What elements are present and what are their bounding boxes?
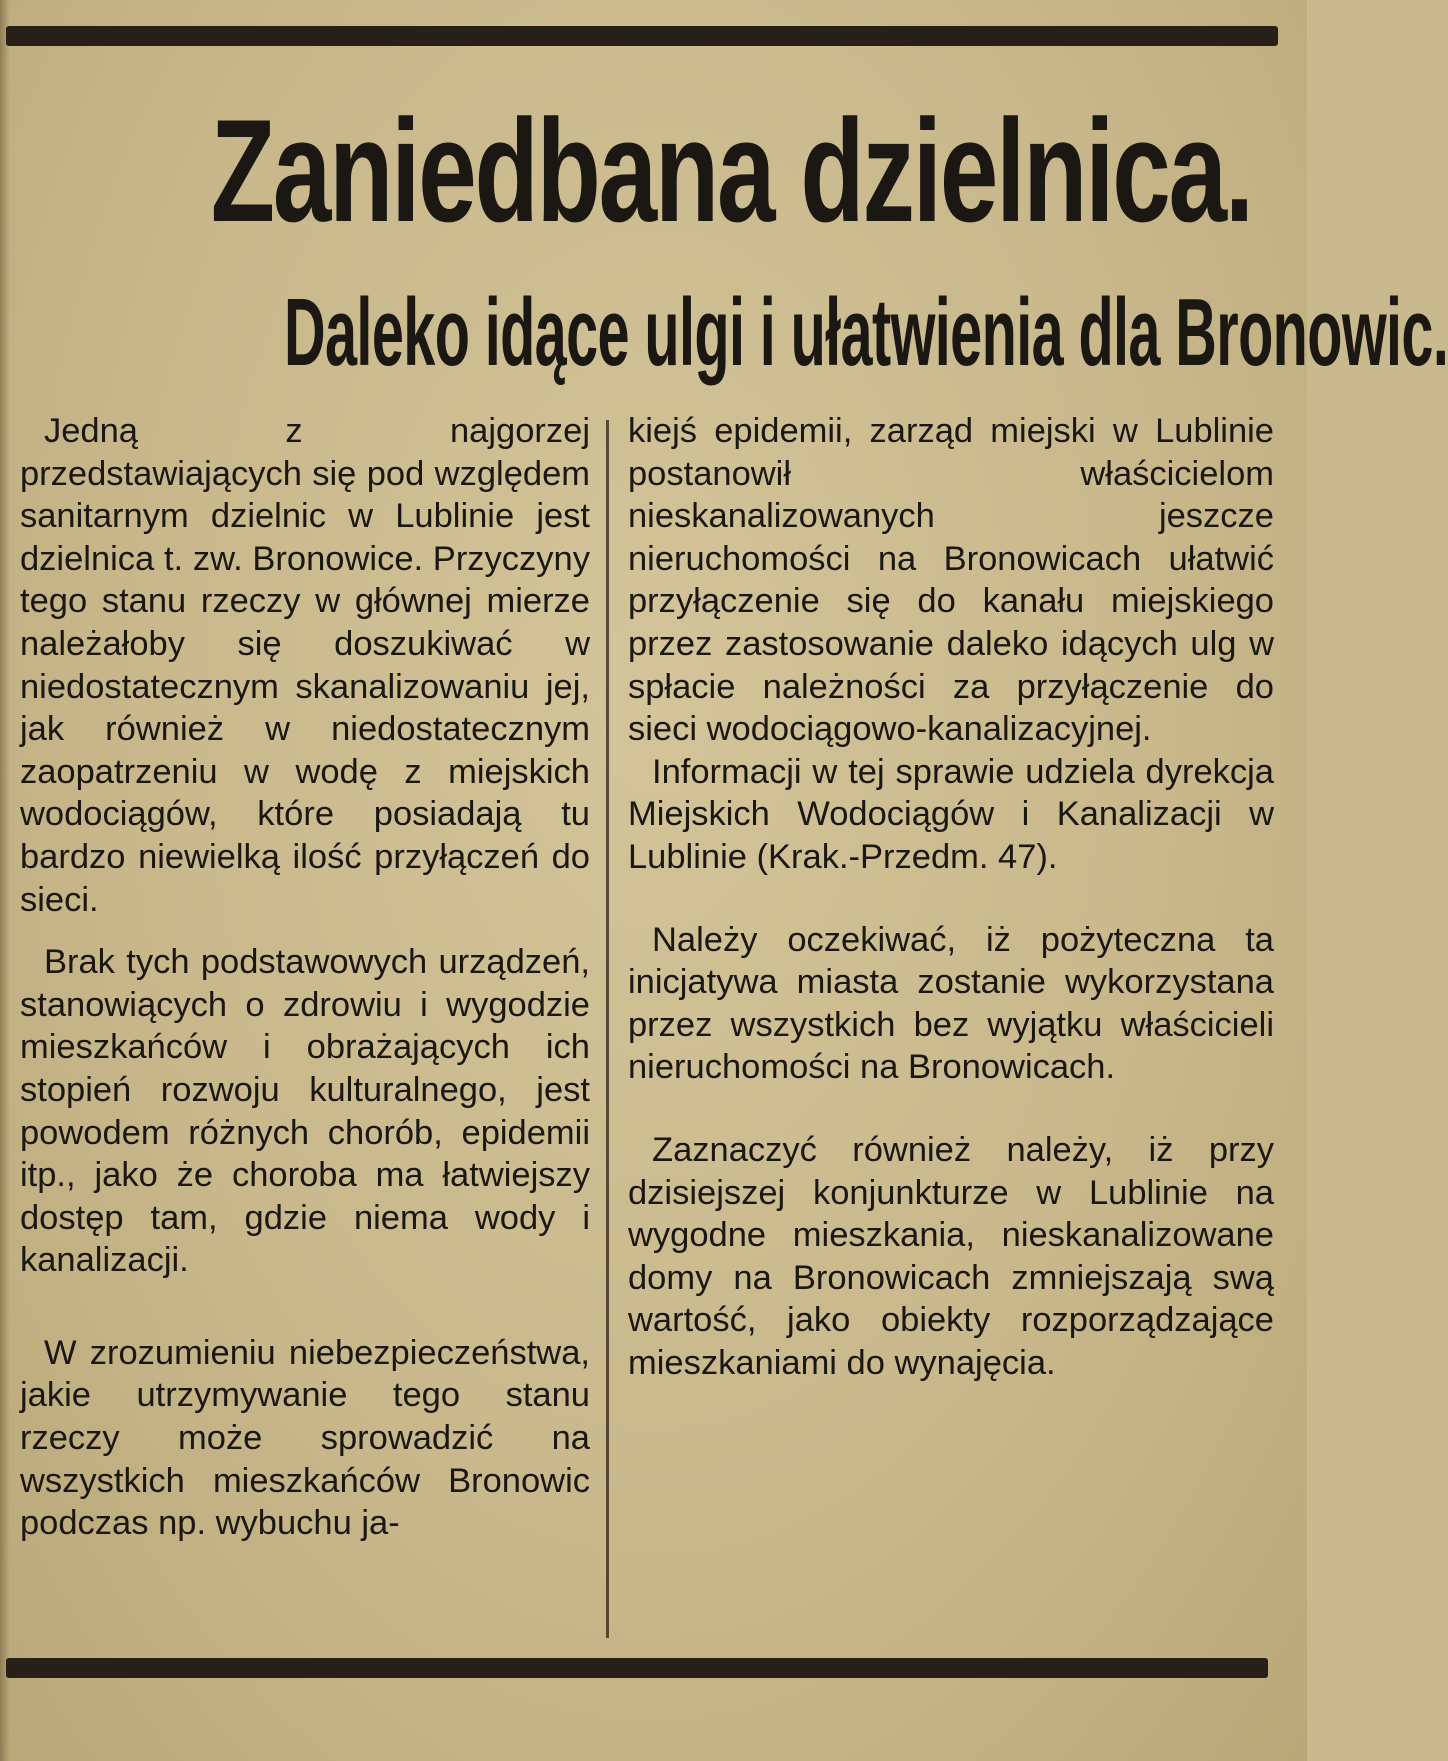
top-rule (6, 26, 1278, 46)
right-column (628, 410, 1274, 1384)
paragraph: Należy oczekiwać, iż pożyteczna ta inicjatywa miasta zostanie wykorzystana przez wszystkich bez wyjątku właścicieli nieruchomości na Bronowicach. (628, 920, 1274, 1087)
headline: Zaniedbana dzielnica. (210, 89, 1252, 252)
bottom-rule (6, 1658, 1268, 1678)
subheadline: Daleko idące ulgi i ułatwienia dla Bronowic. (284, 279, 1448, 386)
paragraph: Jedną z najgorzej przedstawiających się pod względem sanitarnym dzielnic w Lublinie jest dzielnica t. zw. Bronowice. Przyczyny tego stanu rzeczy w głównej mierze należałoby się doszukiwać w niedostatecznym skanalizowaniu jej, jak również w niedostatecznym zaopatrzeniu w wodę z miejskich wodociągów, które posiadają tu bardzo niewielką ilość przyłączeń do sieci. (20, 412, 590, 919)
paragraph: Zaznaczyć również należy, iż przy dzisiejszej konjunkturze w Lublinie na wygodne mieszkania, nieskanalizowane domy na Bronowicach zmniejszają swą wartość, jako obiekty rozporządzające mieszkaniami do wynajęcia. (628, 1130, 1274, 1382)
paragraph: Brak tych podstawowych urządzeń, stanowiących o zdrowiu i wygodzie mieszkańców i obrażających ich stopień rozwoju kulturalnego, jest powodem różnych chorób, epidemii itp., jako że choroba ma łatwiejszy dostęp tam, gdzie niema wody i kanalizacji. (20, 943, 590, 1280)
paragraph: kiejś epidemii, zarząd miejski w Lublinie postanowił właścicielom nieskanalizowanych jeszcze nieruchomości na Bronowicach ułatwić przyłączenie się do kanału miejskiego przez zastosowanie daleko idących ulg w spłacie należności za przyłączenie do sieci wodociągowo-kanalizacyjnej. (628, 412, 1274, 749)
paragraph: W zrozumieniu niebezpieczeństwa, jakie utrzymywanie tego stanu rzeczy może sprowadzić na wszystkich mieszkańców Bronowic podczas np. wybuchu ja- (20, 1333, 590, 1543)
paragraph: Informacji w tej sprawie udziela dyrekcja Miejskich Wodociągów i Kanalizacji w Lublinie (Krak.-Przedm. 47). (628, 752, 1274, 876)
left-column (20, 410, 590, 1545)
page-edge-shadow (0, 0, 10, 1761)
column-divider (606, 420, 609, 1638)
